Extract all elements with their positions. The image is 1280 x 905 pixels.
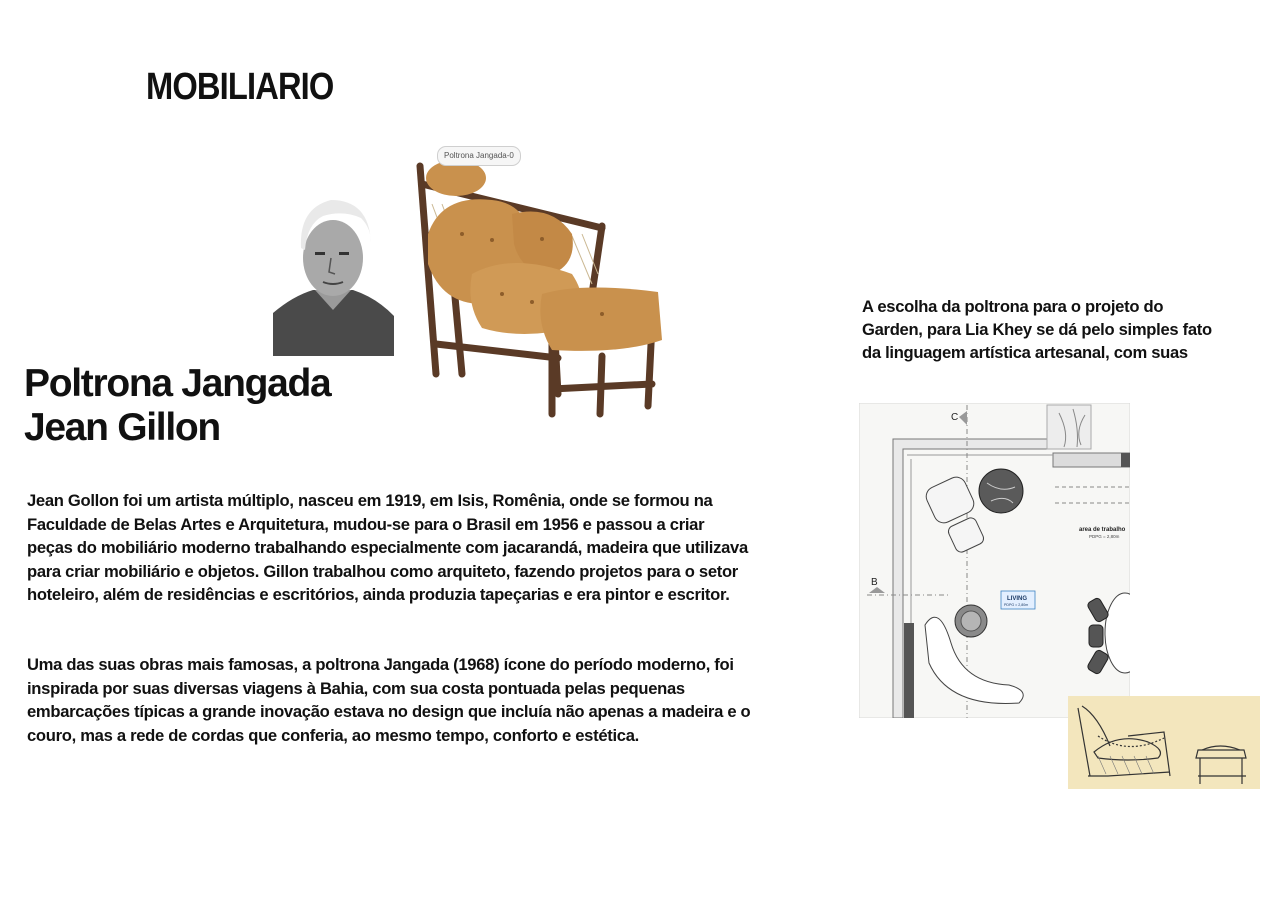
jangada-chair-image (402, 144, 664, 420)
section-marker-b: B (871, 577, 878, 588)
chair-sketch (1068, 696, 1260, 789)
area-label: area de trabalho (1079, 527, 1126, 533)
floor-plan (859, 403, 1130, 718)
designer-portrait (273, 188, 394, 356)
text-line: Garden, para Lia Khey se dá pelo simples fato (862, 320, 1212, 339)
piece-title-line2: Jean Gillon (24, 406, 220, 449)
piece-title (24, 362, 330, 450)
piece-title-line1: Poltrona Jangada (24, 362, 331, 405)
chair-image-tag: Poltrona Jangada-0 (437, 146, 521, 166)
text-line: Faculdade de Belas Artes e Arquitetura, mudou-se para o Brasil em 1956 e passou a criar (27, 514, 705, 534)
bio-paragraph-1 (27, 489, 787, 607)
text-line: Jean Gollon foi um artista múltiplo, nasceu em 1919, em Isis, Romênia, onde se formou na (27, 491, 713, 510)
text-line: Uma das suas obras mais famosas, a poltrona Jangada (1968) ícone do período moderno, foi (27, 655, 734, 674)
area-sublabel: PDPG = 2,80m (1089, 534, 1120, 539)
project-note (862, 295, 1242, 364)
text-line: hoteleiro, além de residências e escritórios, ainda produzia tapeçarias e era pintor e escritor. (27, 585, 730, 604)
room-sublabel: PDPG = 2,80m (1004, 603, 1029, 607)
text-line: peças do mobiliário moderno trabalhando especialmente com jacarandá, madeira que utilizava (27, 538, 748, 557)
bio-paragraph-2 (27, 653, 787, 747)
text-line: embarcações típicas a grande inovação estava no design que incluía não apenas a madeira e o (27, 702, 751, 721)
text-line: da linguagem artística artesanal, com suas (862, 343, 1188, 362)
room-label: LIVING (1007, 596, 1028, 602)
section-marker-c: C (951, 412, 959, 423)
text-line: couro, mas a rede de cordas que conferia, ao mesmo tempo, conforto e estética. (27, 725, 639, 745)
text-line: para criar mobiliário e objetos. Gillon trabalhou como arquiteto, fazendo projetos para o setor (27, 561, 738, 581)
text-line: inspirada por suas diversas viagens à Bahia, com sua costa pontuada pelas pequenas (27, 678, 685, 698)
section-title: MOBILIARIO (146, 66, 334, 108)
text-line: A escolha da poltrona para o projeto do (862, 297, 1164, 316)
